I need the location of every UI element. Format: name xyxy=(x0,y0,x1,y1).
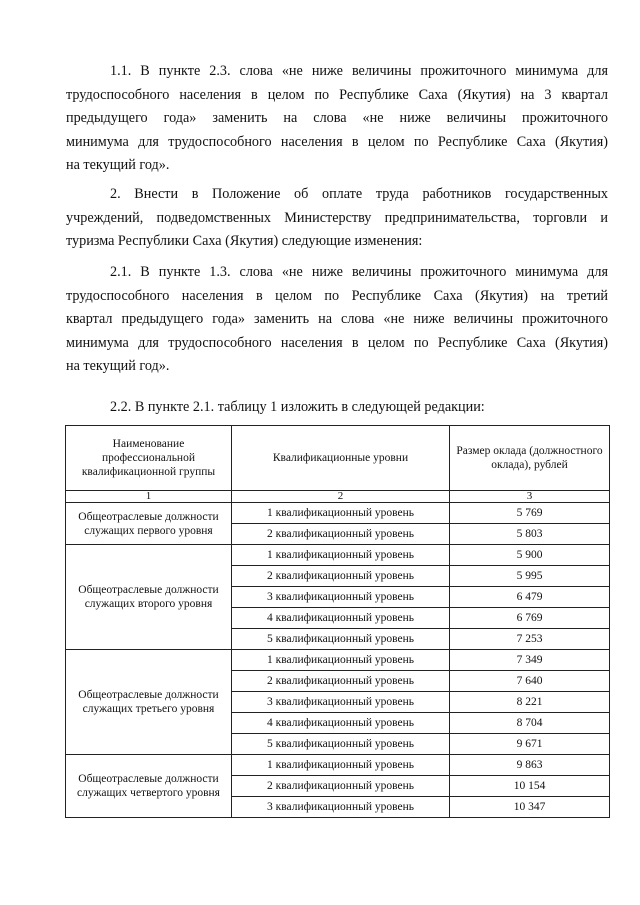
paragraph-2-1 xyxy=(66,261,608,379)
qualification-level-cell: 2 квалификационный уровень xyxy=(232,776,450,797)
salary-cell: 5 995 xyxy=(450,566,610,587)
text-line: квартал предыдущего года» заменить на слова «не ниже величины прожиточного xyxy=(66,311,608,328)
group-name-cell: Общеотраслевые должности служащих четвертого уровня xyxy=(66,755,232,818)
paragraph-2 xyxy=(66,183,608,254)
salary-cell: 10 347 xyxy=(450,797,610,818)
qualification-level-cell: 3 квалификационный уровень xyxy=(232,587,450,608)
table-row xyxy=(66,650,610,671)
qualification-level-cell: 2 квалификационный уровень xyxy=(232,671,450,692)
text-line: 2.1. В пункте 1.3. слова «не ниже величины прожиточного минимума для xyxy=(110,264,608,280)
column-number: 3 xyxy=(450,491,610,503)
header-group-name: Наименование профессиональной квалификационной группы xyxy=(66,426,232,491)
salary-cell: 8 704 xyxy=(450,713,610,734)
table-row xyxy=(66,755,610,776)
text-line: 2.2. В пункте 2.1. таблицу 1 изложить в следующей редакции: xyxy=(110,399,485,415)
salary-cell: 7 253 xyxy=(450,629,610,650)
salary-cell: 9 671 xyxy=(450,734,610,755)
column-number-row xyxy=(66,491,610,503)
salary-cell: 6 769 xyxy=(450,608,610,629)
text-line: минимума для трудоспособного населения в целом по Республике Саха (Якутия) xyxy=(66,334,608,351)
header-levels: Квалификационные уровни xyxy=(232,426,450,491)
text-line: туризма Республики Саха (Якутия) следующие изменения: xyxy=(66,233,423,250)
qualification-level-cell: 1 квалификационный уровень xyxy=(232,755,450,776)
group-name-cell: Общеотраслевые должности служащих второго уровня xyxy=(66,545,232,650)
text-line: на текущий год». xyxy=(66,358,170,375)
salary-cell: 10 154 xyxy=(450,776,610,797)
qualification-level-cell: 2 квалификационный уровень xyxy=(232,524,450,545)
paragraph-2-2 xyxy=(66,396,608,420)
group-name-cell: Общеотраслевые должности служащих третьего уровня xyxy=(66,650,232,755)
table-row xyxy=(66,503,610,524)
qualification-level-cell: 4 квалификационный уровень xyxy=(232,608,450,629)
text-line: предыдущего года» заменить на слова «не ниже величины прожиточного xyxy=(66,110,608,127)
group-name-cell: Общеотраслевые должности служащих первого уровня xyxy=(66,503,232,545)
paragraph-1-1 xyxy=(66,60,608,178)
salary-cell: 5 803 xyxy=(450,524,610,545)
qualification-level-cell: 4 квалификационный уровень xyxy=(232,713,450,734)
qualification-level-cell: 1 квалификационный уровень xyxy=(232,503,450,524)
salary-cell: 5 769 xyxy=(450,503,610,524)
text-line: 2. Внести в Положение об оплате труда работников государственных xyxy=(110,186,608,202)
qualification-level-cell: 3 квалификационный уровень xyxy=(232,692,450,713)
column-number: 1 xyxy=(66,491,232,503)
table-row xyxy=(66,545,610,566)
text-line: трудоспособного населения в целом по Республике Саха (Якутия) на 3 квартал xyxy=(66,86,608,103)
text-line: 1.1. В пункте 2.3. слова «не ниже величины прожиточного минимума для xyxy=(110,63,608,79)
salary-cell: 7 349 xyxy=(450,650,610,671)
text-line: учреждений, подведомственных Министерству предпринимательства, торговли и xyxy=(66,209,608,226)
qualification-level-cell: 1 квалификационный уровень xyxy=(232,650,450,671)
salary-cell: 6 479 xyxy=(450,587,610,608)
qualification-level-cell: 1 квалификационный уровень xyxy=(232,545,450,566)
salary-cell: 7 640 xyxy=(450,671,610,692)
header-salary: Размер оклада (должностного оклада), рублей xyxy=(450,426,610,491)
text-line: минимума для трудоспособного населения в целом по Республике Саха (Якутия) xyxy=(66,133,608,150)
text-line: на текущий год». xyxy=(66,157,170,174)
qualification-level-cell: 5 квалификационный уровень xyxy=(232,629,450,650)
salary-cell: 8 221 xyxy=(450,692,610,713)
qualification-level-cell: 5 квалификационный уровень xyxy=(232,734,450,755)
salary-cell: 9 863 xyxy=(450,755,610,776)
text-line: трудоспособного населения в целом по Республике Саха (Якутия) на третий xyxy=(66,287,608,304)
qualification-level-cell: 2 квалификационный уровень xyxy=(232,566,450,587)
qualification-level-cell: 3 квалификационный уровень xyxy=(232,797,450,818)
column-number: 2 xyxy=(232,491,450,503)
salary-table xyxy=(65,425,610,818)
table-header-row xyxy=(66,426,610,491)
salary-cell: 5 900 xyxy=(450,545,610,566)
